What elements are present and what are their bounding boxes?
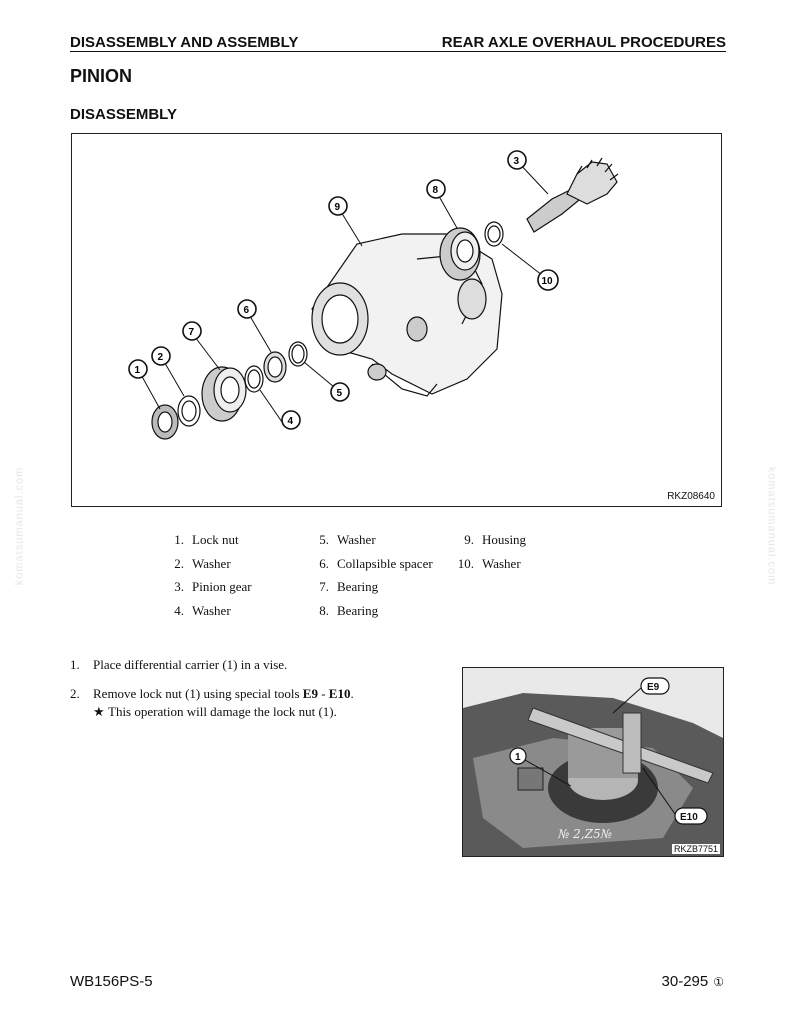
photo-code: RKZB7751: [673, 844, 718, 854]
legend-item: 9. Housing: [464, 532, 527, 547]
svg-text:5: 5: [336, 388, 343, 399]
watermark-left: komatsumanual.com: [13, 466, 26, 586]
caution-note: ★ This operation will damage the lock nut (1).: [93, 704, 337, 719]
legend-item: 2. Washer: [174, 555, 231, 571]
footer-page: 30-295 ①: [661, 973, 724, 990]
exploded-diagram: [72, 134, 721, 506]
svg-text:8: 8: [432, 185, 439, 196]
legend-item: 1. Lock nut: [174, 532, 239, 547]
legend-item: 4. Washer: [174, 602, 231, 618]
legend-column-1: [160, 532, 252, 626]
section-title: PINION: [70, 66, 133, 86]
procedure-steps: [70, 657, 450, 720]
callout-5: [331, 383, 349, 401]
label-e9: E9: [647, 682, 660, 693]
watermark-right: komatsumanual.com: [765, 466, 778, 586]
svg-text:6: 6: [243, 305, 250, 316]
exploded-view-figure: [71, 133, 722, 507]
callout-8: [427, 180, 445, 198]
photo-scrawl: № 2,Z5№: [558, 827, 612, 841]
svg-text:9: 9: [334, 202, 341, 213]
callout-7: [183, 322, 201, 340]
step-1: 1. Place differential carrier (1) in a vise.: [70, 657, 288, 672]
footer-model: WB156PS-5: [70, 973, 153, 990]
svg-text:3: 3: [513, 156, 520, 167]
callout-1: [129, 360, 147, 378]
legend-item: 6. Collapsible spacer: [319, 555, 433, 571]
label-e10: E10: [680, 812, 698, 823]
svg-text:7: 7: [188, 327, 195, 338]
legend-item: 5. Washer: [319, 532, 376, 547]
legend-item: 3. Pinion gear: [174, 579, 252, 594]
photo-illustration: [463, 668, 723, 856]
legend-item: 10. Washer: [457, 555, 521, 571]
step-2: 2. Remove lock nut (1) using special tools E9 - E10.: [70, 686, 354, 701]
legend-item: 8. Bearing: [319, 602, 379, 618]
callout-3: [508, 151, 526, 169]
callout-2: [152, 347, 170, 365]
header-right: REAR AXLE OVERHAUL PROCEDURES: [441, 34, 726, 51]
svg-text:2: 2: [157, 352, 164, 363]
label-1: 1: [515, 752, 521, 763]
svg-text:4: 4: [287, 416, 294, 427]
legend-item: 7. Bearing: [319, 579, 379, 594]
callout-10: [538, 270, 558, 290]
legend-column-3: [450, 532, 526, 579]
running-header: [70, 34, 726, 52]
figure-code: RKZ08640: [667, 491, 715, 502]
callout-9: [329, 197, 347, 215]
procedure-photo: [462, 667, 724, 857]
tool-e9: E9: [302, 686, 318, 701]
legend-column-2: [305, 532, 433, 626]
svg-text:10: 10: [541, 276, 553, 287]
tool-e10: E10: [328, 686, 351, 701]
subsection-title: DISASSEMBLY: [70, 106, 177, 123]
header-left: DISASSEMBLY AND ASSEMBLY: [70, 34, 299, 51]
svg-text:1: 1: [134, 365, 141, 376]
callout-4: [282, 411, 300, 429]
star-icon: ★: [93, 704, 105, 719]
callout-6: [238, 300, 256, 318]
